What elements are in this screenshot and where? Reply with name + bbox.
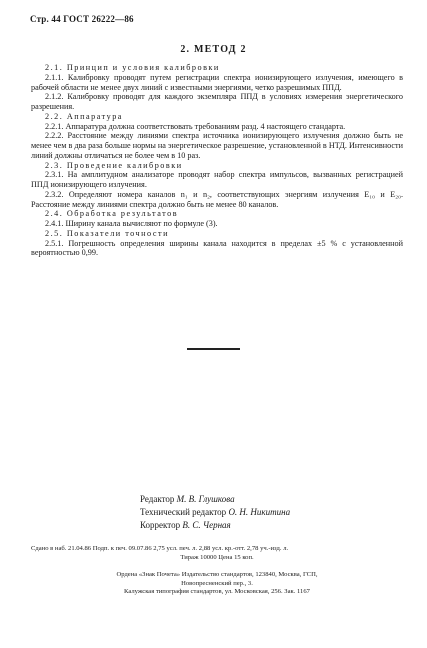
section-divider: [187, 348, 240, 350]
paragraph: 2.2.2. Расстояние между линиями спектра источника ионизирующего излучения должно быть не менее чем в два раза больше нормы на энергетическое разрешение, установленной в НТД. Интенсивности линий должны отличаться не более чем в 10 раз.: [31, 131, 403, 160]
credit-tech-editor: [140, 506, 400, 519]
imprint-line: Сдано в наб. 21.04.86 Подп. к печ. 09.07.86 2,75 усл. печ. л. 2,88 усл. кр.-отт. 2,78 уч.-изд. л.: [31, 545, 289, 552]
paragraph: 2.1.2. Калибровку проводят для каждого экземпляра ППД в условиях измерения энергетического разрешения.: [31, 92, 403, 111]
credit-name: М. В. Глушкова: [176, 494, 235, 504]
imprint-line: Ордена «Знак Почета» Издательство стандартов, 123840, Москва, ГСП,: [116, 571, 318, 578]
subsection-heading: 2.1. Принцип и условия калибровки: [45, 63, 220, 72]
subsection-heading: 2.4. Обработка результатов: [45, 209, 179, 219]
subsection-heading: 2.3. Проведение калибровки: [45, 160, 183, 170]
credit-role: Корректор: [140, 520, 181, 530]
paragraph: 2.2.1. Аппаратура должна соответствовать требованиям разд. 4 настоящего стандарта.: [45, 121, 346, 131]
editorial-credits: [140, 493, 400, 532]
credit-corrector: [140, 519, 400, 532]
section-title: 2. МЕТОД 2: [180, 44, 247, 55]
imprint-line: Калужская типография стандартов, ул. Московская, 256. Зак. 1167: [124, 588, 310, 595]
paragraph: 2.4.1. Ширину канала вычисляют по формуле (3).: [45, 219, 218, 228]
paragraph: 2.5.1. Погрешность определения ширины канала находится в пределах ±5 % с установленной вероятностью 0,99.: [31, 238, 403, 258]
imprint-line: Новопресненский пер., 3.: [181, 579, 253, 587]
imprint-block: [31, 545, 403, 597]
credit-name: О. Н. Никитина: [228, 507, 291, 517]
document-body: [31, 63, 403, 258]
credit-name: В. С. Черная: [182, 520, 231, 530]
subsection-heading: 2.5. Показатели точности: [45, 228, 169, 238]
paragraph: 2.3.2. Определяют номера каналов n₁ и n₂, соответствующих энергиям излучения E₁₀ и E₂₀. Расстояние между линиями спектра должно быть не менее 80 каналов.: [31, 189, 403, 209]
subsection-heading: 2.2. Аппаратура: [45, 111, 123, 121]
page-header: Стр. 44 ГОСТ 26222—86: [30, 14, 134, 24]
paragraph: 2.3.1. На амплитудном анализаторе проводят набор спектра импульсов, вызванных регистрацией ППД ионизирующего излучения.: [31, 170, 403, 189]
paragraph: 2.1.1. Калибровку проводят путем регистрации спектра ионизирующего излучения, имеющего в рабочей области не менее двух линий с известными энергиями, четко разрешимых ППД.: [31, 72, 403, 92]
credit-role: Технический редактор: [140, 507, 227, 517]
imprint-line: Тираж 10000 Цена 15 коп.: [180, 553, 254, 561]
credit-role: Редактор: [140, 494, 175, 504]
credit-editor: [140, 493, 400, 506]
